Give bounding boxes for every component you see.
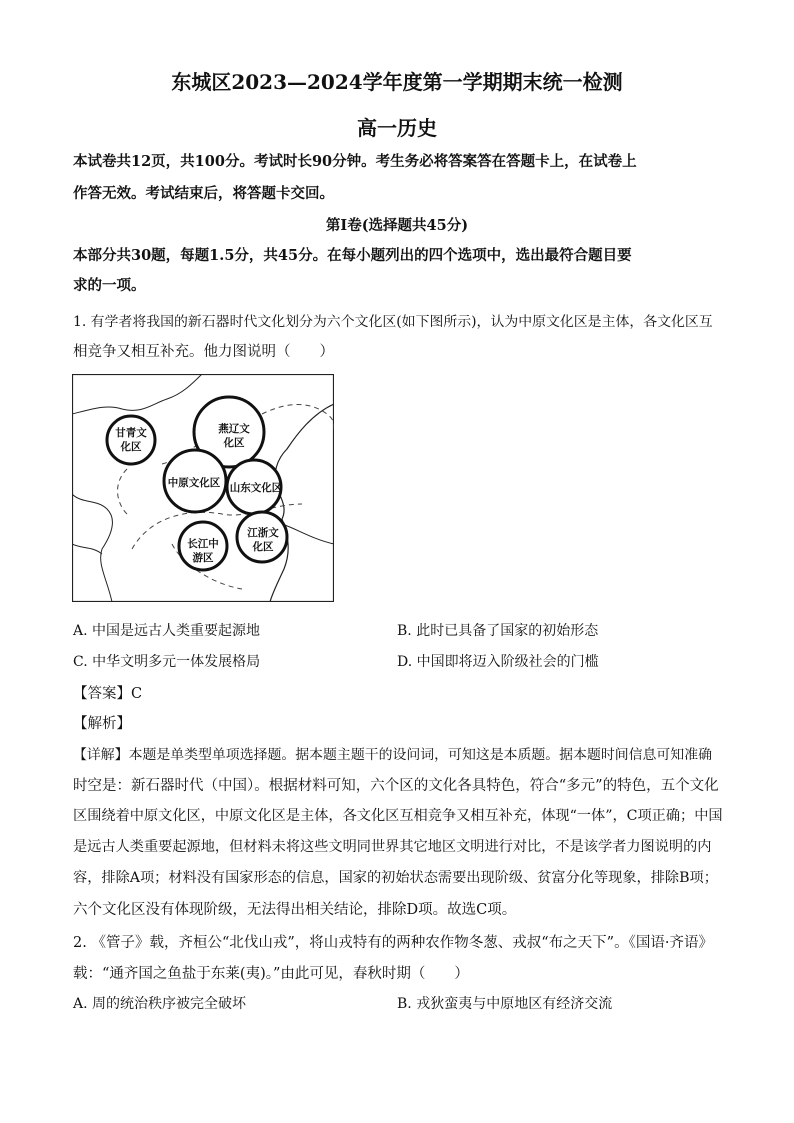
gansu-label-2: 化区 — [120, 441, 142, 453]
q1-detail-line-3: 区围绕着中原文化区，中原文化区是主体，各文化区互相竞争又相互补充，体现“一体”，C项正确；中国 — [73, 808, 723, 824]
exam-title: 东城区2023—2024学年度第一学期期末统一检测 — [171, 70, 623, 94]
gansu-label-1: 甘青文 — [115, 427, 147, 439]
q2-option-b: B. 戎狄蛮夷与中原地区有经济交流 — [397, 996, 613, 1012]
q1-detail-line-6: 六个文化区没有体现阶级，无法得出相关结论，排除D项。故选C项。 — [73, 902, 517, 918]
changjiang-label-1: 长江中 — [187, 538, 219, 550]
gansu-region-circle — [107, 416, 155, 464]
q1-detail-line-2: 时空是：新石器时代（中国）。根据材料可知，六个区的文化各具特色，符合“多元”的特色，五个文化 — [73, 778, 719, 794]
q1-detail-line-1: 【详解】本题是单类型单项选择题。据本题主题干的设问词，可知这是本质题。据本题时间信息可知准确 — [73, 747, 712, 763]
q1-answer: 【答案】C — [73, 686, 143, 702]
yanliao-label-2: 化区 — [223, 437, 245, 449]
exam-subject: 高一历史 — [357, 116, 437, 140]
yanliao-label-1: 燕辽文 — [218, 423, 250, 435]
q1-analysis-label: 【解析】 — [73, 716, 131, 732]
jiangzhe-label-2: 化区 — [252, 541, 274, 553]
changjiang-label-2: 游区 — [192, 552, 214, 564]
q1-option-b: B. 此时已具备了国家的初始形态 — [397, 623, 599, 639]
culture-region-map — [72, 374, 334, 602]
jiangzhe-label-1: 江浙文 — [247, 527, 279, 539]
q1-option-d: D. 中国即将迈入阶级社会的门槛 — [397, 654, 599, 670]
instructions-line-1: 本试卷共12页，共100分。考试时长90分钟。考生务必将答案答在答题卡上，在试卷上 — [73, 153, 637, 170]
section-desc-line-1: 本部分共30题，每题1.5分，共45分。在每小题列出的四个选项中，选出最符合题目要 — [73, 247, 632, 264]
q1-detail-line-5: 容，排除A项；材料没有国家形态的信息，国家的初始状态需要出现阶级、贫富分化等现象，排除B项； — [73, 870, 718, 886]
q1-option-a: A. 中国是远古人类重要起源地 — [73, 623, 261, 639]
q2-stem-line-2: 载：“通齐国之鱼盐于东莱(夷)。”由此可见，春秋时期（ ） — [73, 966, 469, 982]
q1-option-c: C. 中华文明多元一体发展格局 — [73, 654, 261, 670]
instructions-line-2: 作答无效。考试结束后，将答题卡交回。 — [73, 185, 334, 202]
section-desc-line-2: 求的一项。 — [73, 277, 146, 294]
shandong-label: 山东文化区 — [229, 482, 283, 494]
zhongyuan-label: 中原文化区 — [167, 477, 221, 489]
q1-stem-line-2: 相竞争又相互补充。他力图说明（ ） — [73, 344, 334, 360]
q2-stem-line-1: 2. 《管子》载，齐桓公“北伐山戎”，将山戎特有的两种农作物冬葱、戎叔“布之天下”。《国语·齐语》 — [73, 935, 713, 951]
q1-stem-line-1: 1. 有学者将我国的新石器时代文化划分为六个文化区(如下图所示)，认为中原文化区是主体，各文化区互 — [73, 314, 713, 330]
section-title: 第Ⅰ卷(选择题共45分) — [325, 217, 469, 234]
q1-detail-line-4: 是远古人类重要起源地，但材料未将这些文明同世界其它地区文明进行对比，不是该学者力图说明的内 — [73, 839, 712, 855]
q2-option-a: A. 周的统治秩序被完全破坏 — [73, 996, 247, 1012]
